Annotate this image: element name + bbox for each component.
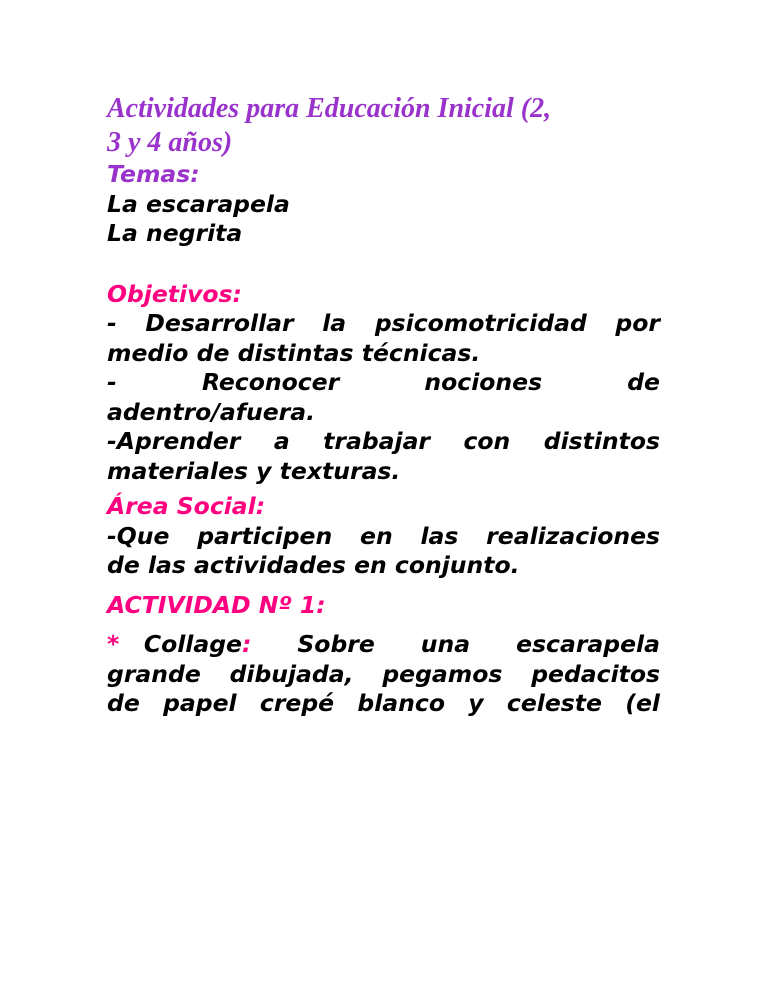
actividad-line-3: de papel crepé blanco y celeste (el <box>107 689 660 717</box>
actividad-line-1-word-3: escarapela <box>516 630 660 658</box>
objetivos-heading: Objetivos: <box>107 279 242 308</box>
objetivo-line-4: adentro/afuera. <box>107 397 316 426</box>
document-title-line-2: 3 y 4 años) <box>107 127 233 158</box>
document-content <box>107 92 660 719</box>
objetivo-line-3-word-4: de <box>627 368 660 396</box>
area-social-heading: Área Social: <box>107 492 266 520</box>
tema-item-1: La escarapela <box>107 189 290 218</box>
actividad-line-1-word-1: Sobre <box>297 630 375 658</box>
objetivo-line-3-word-3: nociones <box>424 368 543 396</box>
bullet-asterisk: * <box>107 630 120 658</box>
objetivo-line-5: -Aprender a trabajar con distintos <box>107 427 660 455</box>
temas-heading: Temas: <box>107 160 200 188</box>
actividad-term: Collage <box>143 630 242 658</box>
actividad-term-colon: : <box>241 630 252 658</box>
objetivo-line-1: - Desarrollar la psicomotricidad por <box>107 309 660 337</box>
actividad-line-1-word-2: una <box>420 630 471 658</box>
area-social-line-1: -Que participen en las realizaciones <box>107 521 660 550</box>
objetivo-line-6: materiales y texturas. <box>107 456 401 485</box>
actividad-line-1 <box>107 630 660 660</box>
objetivo-line-3-word-1: - <box>107 368 117 396</box>
document-title-line-1: Actividades para Educación Inicial (2, <box>107 93 552 124</box>
objetivo-line-3-word-2: Reconocer <box>201 368 340 396</box>
objetivo-line-3 <box>107 368 660 398</box>
area-social-line-2: de las actividades en conjunto. <box>107 551 520 579</box>
actividad-line-2: grande dibujada, pegamos pedacitos <box>107 659 660 688</box>
actividad-heading: ACTIVIDAD Nº 1: <box>107 590 326 619</box>
actividad-lead <box>107 630 251 660</box>
objetivo-line-2: medio de distintas técnicas. <box>107 338 481 367</box>
tema-item-2: La negrita <box>107 219 243 247</box>
